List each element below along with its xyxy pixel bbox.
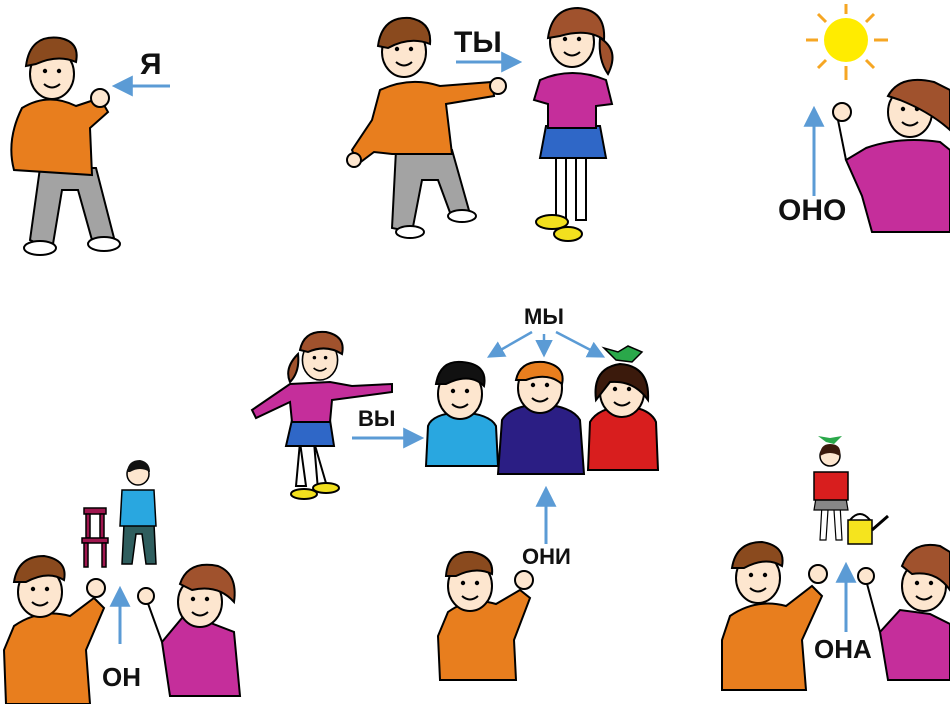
label-my: МЫ — [524, 304, 564, 329]
label-on: ОН — [102, 662, 141, 692]
label-ty: ТЫ — [454, 26, 502, 59]
label-oni: ОНИ — [522, 544, 571, 569]
boy-navy-shirt — [498, 362, 584, 474]
small-girl-standing — [814, 436, 848, 540]
label-vy: ВЫ — [358, 406, 396, 431]
girl-pointing-up-at-sun — [833, 80, 950, 232]
watering-can-icon — [848, 514, 888, 544]
girl-pointing-up-on — [138, 565, 240, 696]
girl-red-shirt — [588, 346, 658, 470]
arrows-my — [490, 332, 602, 356]
label-ya: Я — [140, 48, 162, 81]
boy-pointing-up-on — [4, 556, 105, 704]
boy-pointing-up-ona — [722, 542, 827, 690]
chair-icon — [82, 508, 108, 567]
label-ono: ОНО — [778, 194, 847, 227]
label-ona: ОНА — [814, 634, 872, 664]
small-boy-standing — [120, 460, 156, 564]
sun-icon — [806, 4, 888, 80]
boy-pointing-self — [11, 38, 120, 255]
boy-pointing-up-oni — [438, 552, 533, 680]
girl-standing — [534, 8, 613, 241]
boy-blue-shirt — [426, 362, 498, 466]
